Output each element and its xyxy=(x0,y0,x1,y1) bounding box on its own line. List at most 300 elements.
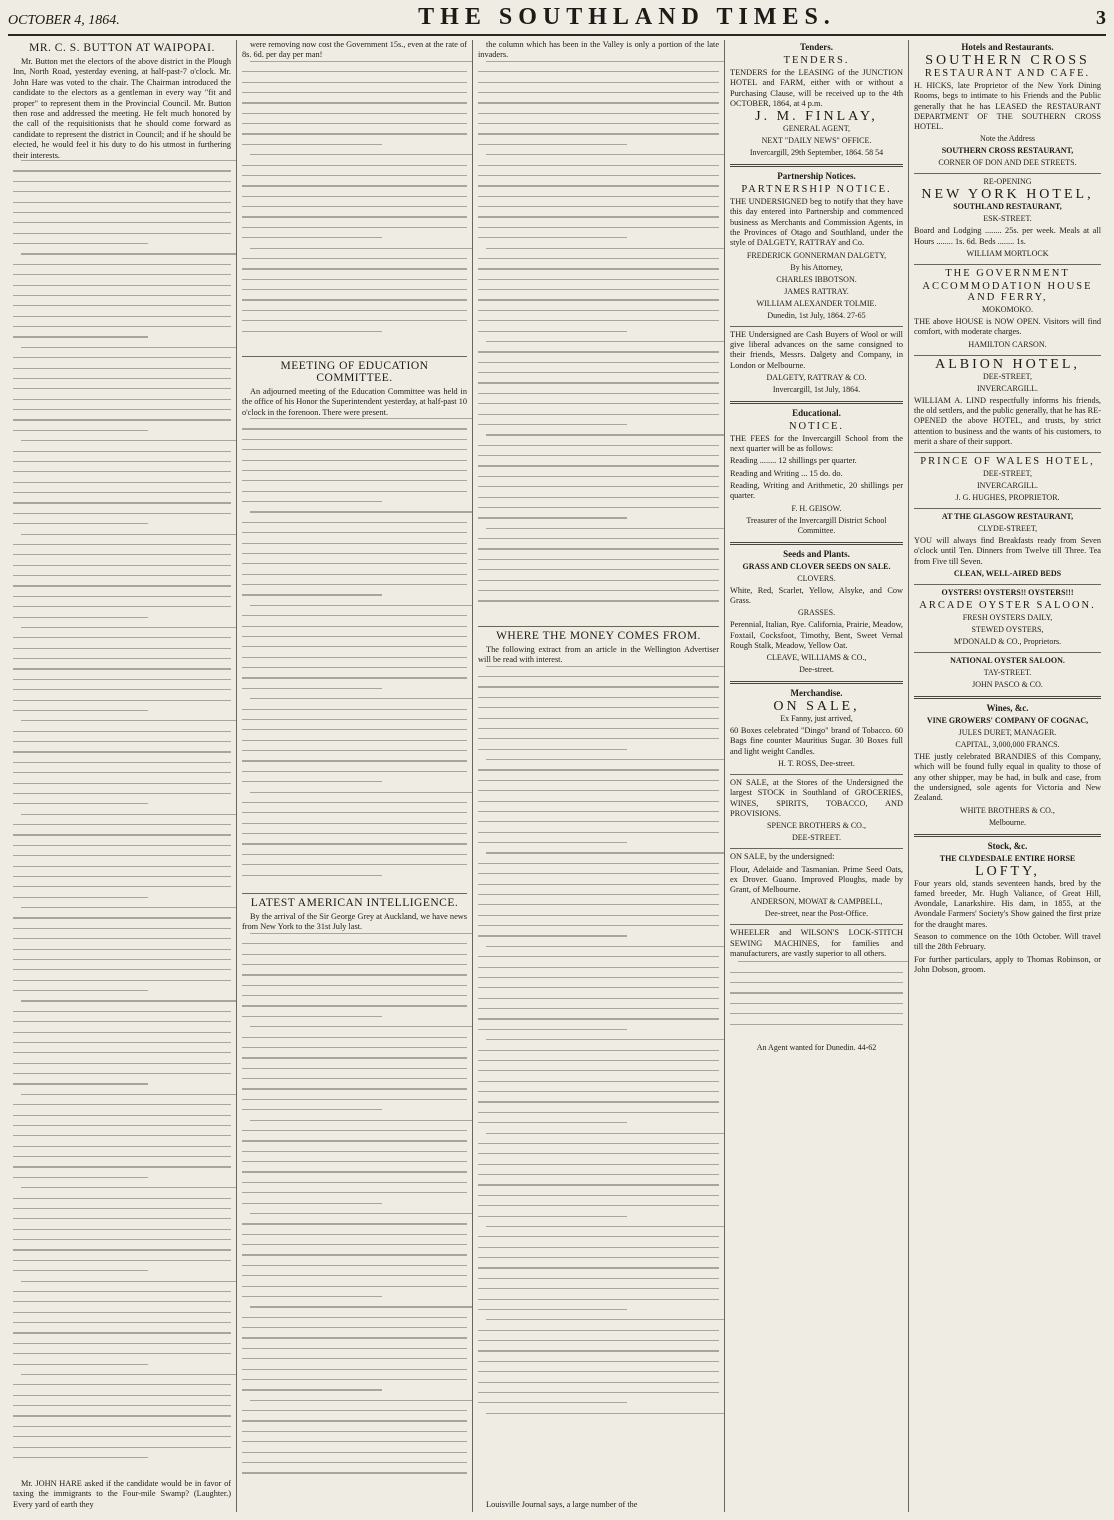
text-line xyxy=(13,1115,231,1116)
accommodation-place: MOKOMOKO. xyxy=(982,305,1033,315)
text-line xyxy=(486,946,724,947)
text-line xyxy=(242,875,382,876)
pow-town: INVERCARGILL. xyxy=(976,481,1039,491)
text-line xyxy=(13,1011,231,1012)
text-line xyxy=(478,455,719,456)
text-line xyxy=(478,967,719,968)
text-line xyxy=(13,1260,231,1261)
text-line xyxy=(250,1306,472,1307)
onsale-heading: ON SALE, xyxy=(773,699,860,715)
text-line xyxy=(478,1008,719,1009)
text-line xyxy=(478,1350,719,1351)
text-line xyxy=(242,843,467,844)
text-line xyxy=(250,792,472,793)
onsale-sub: Ex Fanny, just arrived, xyxy=(780,714,853,724)
text-line xyxy=(13,668,231,669)
text-line xyxy=(242,954,467,955)
section-partnership: Partnership Notices. xyxy=(777,171,856,182)
text-line xyxy=(478,1299,719,1300)
text-line xyxy=(478,445,719,446)
albion-town: INVERCARGILL. xyxy=(976,383,1039,393)
text-line xyxy=(242,1203,382,1204)
masthead xyxy=(8,4,1106,36)
columns xyxy=(8,40,1106,1512)
text-line xyxy=(478,1101,719,1102)
horse-name: LOFTY, xyxy=(975,863,1040,879)
text-line xyxy=(478,1330,719,1331)
text-line xyxy=(13,419,231,420)
text-line xyxy=(478,279,719,280)
text-line xyxy=(478,707,719,708)
text-line xyxy=(242,688,382,689)
text-line xyxy=(13,938,231,939)
text-line xyxy=(242,310,467,311)
text-line xyxy=(242,1389,382,1390)
text-line xyxy=(21,1000,236,1001)
text-line xyxy=(21,534,236,535)
continued-text: were removing now cost the Government 15s., even at the rate of 8s. 6d. per day per man! xyxy=(242,40,467,60)
clean-beds: CLEAN, WELL-AIRED BEDS xyxy=(953,569,1062,579)
arcade-heading: ARCADE OYSTER SALOON. xyxy=(919,600,1096,612)
text-line xyxy=(13,1042,231,1043)
text-line xyxy=(250,511,472,512)
fee-line: Reading and Writing ... 15 do. do. xyxy=(730,468,843,478)
body-text-lines xyxy=(730,961,903,1041)
text-line xyxy=(478,738,719,739)
divider xyxy=(914,264,1101,265)
proprietor-name: M'DONALD & CO., Proprietors. xyxy=(953,637,1062,647)
text-line xyxy=(13,866,231,867)
restaurant-corner: CORNER OF DON AND DEE STREETS. xyxy=(938,158,1077,168)
column-3 xyxy=(472,40,724,1512)
text-line xyxy=(478,1278,719,1279)
text-line xyxy=(242,802,467,803)
text-line xyxy=(478,1060,719,1061)
glasgow-street: CLYDE-STREET, xyxy=(977,524,1038,534)
text-line xyxy=(730,982,903,983)
treasurer-role: Treasurer of the Invercargill District School Committee. xyxy=(746,515,887,535)
text-line xyxy=(13,834,231,835)
divider xyxy=(914,173,1101,174)
text-line xyxy=(13,1415,231,1416)
text-line xyxy=(13,731,231,732)
text-line xyxy=(478,686,719,687)
text-line xyxy=(242,667,467,668)
text-line xyxy=(13,990,148,991)
text-line xyxy=(486,248,724,249)
text-line xyxy=(13,1353,231,1354)
text-line xyxy=(730,1013,903,1014)
text-line xyxy=(486,852,724,853)
text-line xyxy=(478,123,719,124)
albion-body: WILLIAM A. LIND respectfully informs his friends, the old settlers, and the public generally, that he has RE-OPENED the above HOTEL, and trusts, by strict attention to business and the wants of his customers, to merit a share of their support. xyxy=(914,395,1102,446)
text-line xyxy=(242,1037,467,1038)
text-line xyxy=(13,1426,231,1427)
text-line xyxy=(13,1457,148,1458)
text-line xyxy=(13,959,231,960)
text-line xyxy=(242,460,467,461)
text-line xyxy=(13,1332,231,1333)
text-line xyxy=(486,1133,724,1134)
text-line xyxy=(242,657,467,658)
text-line xyxy=(250,248,472,249)
text-line xyxy=(242,985,467,986)
text-line xyxy=(242,1171,467,1172)
text-line xyxy=(242,1348,467,1349)
text-line xyxy=(13,1063,231,1064)
text-line xyxy=(478,998,719,999)
text-line xyxy=(478,1029,627,1030)
column-4-ads xyxy=(724,40,908,1512)
onsale-stores: ON SALE, at the Stores of the Undersigned the largest STOCK in Southland of GROCERIES, WINES, SPIRITS, TOBACCO, AND PROVISIONS. xyxy=(730,778,903,818)
article-lead: Mr. Button met the electors of the above district in the Plough Inn, North Road, yesterday evening, at half-past-7 o'clock. Mr. John Hare was voted to the chair. The Chairman introduced the candidate to the electors as a gentleman in every way "fit and proper" to represent them in the Provincial Council. Mr. Button then rose and addressed the meeting. He felt much honored by the call of the requisitionists that he should come forward as candidate to represent the district in Council; and if he should be elected, he would feel it his duty to do his utmost in furthering their interests. xyxy=(13,57,231,160)
text-line xyxy=(738,961,908,962)
text-line xyxy=(13,285,231,286)
text-line xyxy=(478,414,719,415)
text-line xyxy=(242,449,467,450)
divider xyxy=(914,452,1101,453)
text-line xyxy=(13,876,231,877)
restaurant-heading: SOUTHERN CROSS xyxy=(925,53,1090,68)
national-street: TAY-STREET. xyxy=(983,668,1032,678)
text-line xyxy=(250,1400,472,1401)
section-hotels: Hotels and Restaurants. xyxy=(961,42,1054,52)
text-line xyxy=(13,1156,231,1157)
text-line xyxy=(478,393,719,394)
body-text-lines xyxy=(242,933,467,1493)
article-closing: Louisville Journal says, a large number of the xyxy=(486,1499,638,1509)
text-line xyxy=(478,507,719,508)
text-line xyxy=(478,1392,719,1393)
text-line xyxy=(13,336,148,337)
text-line xyxy=(478,1288,719,1289)
text-line xyxy=(13,1135,231,1136)
text-line xyxy=(13,1405,231,1406)
vine-capital: CAPITAL, 3,000,000 FRANCS. xyxy=(955,740,1060,750)
text-line xyxy=(13,855,231,856)
divider xyxy=(914,584,1101,585)
text-line xyxy=(242,563,467,564)
agent-address: NEXT "DAILY NEWS" OFFICE. xyxy=(761,136,872,146)
text-line xyxy=(478,1340,719,1341)
text-line xyxy=(486,666,724,667)
text-line xyxy=(478,821,719,822)
text-line xyxy=(478,600,719,601)
text-line xyxy=(21,160,236,161)
text-line xyxy=(13,378,231,379)
column-1 xyxy=(8,40,236,1512)
tenders-body: TENDERS for the LEASING of the JUNCTION HOTEL and FARM, either with or without a Purchasing Clause, will be received up to the 4th OCTOBER, 1864, at 4 p.m. xyxy=(730,68,903,108)
text-line xyxy=(13,928,231,929)
text-line xyxy=(13,1166,231,1167)
divider xyxy=(730,326,903,327)
text-line xyxy=(13,1032,231,1033)
text-line xyxy=(242,144,382,145)
text-line xyxy=(13,1021,231,1022)
text-line xyxy=(13,679,231,680)
text-line xyxy=(478,175,719,176)
text-line xyxy=(730,992,903,993)
glasgow-body: YOU will always find Breakfasts ready from Seven o'clock until Ten. Dinners from Twelve till Three. Tea from Five till Seven. xyxy=(914,536,1101,566)
hotel-heading: NEW YORK HOTEL, xyxy=(921,187,1094,203)
text-line xyxy=(250,933,472,934)
money-headline: WHERE THE MONEY COMES FROM. xyxy=(496,629,701,642)
text-line xyxy=(478,769,719,770)
text-line xyxy=(478,1143,719,1144)
text-line xyxy=(13,523,148,524)
text-line xyxy=(242,216,467,217)
text-line xyxy=(486,154,724,155)
buyers-firm: DALGETY, RATTRAY & CO. xyxy=(766,372,867,382)
text-line xyxy=(478,476,719,477)
text-line xyxy=(478,718,719,719)
section-wines: Wines, &c. xyxy=(986,703,1029,714)
grasses-body: Perennial, Italian, Rye. California, Prairie, Meadow, Foxtail, Cocksfoot, Timothy, Bent, Sweet Vernal Rough Stalk, Meadow, Yellow Oat. xyxy=(730,620,903,650)
text-line xyxy=(478,1018,719,1019)
text-line xyxy=(13,243,148,244)
text-line xyxy=(242,102,467,103)
text-line xyxy=(242,258,467,259)
text-line xyxy=(242,943,467,944)
intelligence-headline: LATEST AMERICAN INTELLIGENCE. xyxy=(250,897,459,910)
text-line xyxy=(13,1208,231,1209)
text-line xyxy=(242,553,467,554)
merchant-name: ANDERSON, MOWAT & CAMPBELL, xyxy=(750,897,883,907)
article-closing: Mr. JOHN HARE asked if the candidate would be in favor of taxing the immigrants to the Four-mile Swamp? (Laughter.) Every yard of earth they xyxy=(13,1478,231,1509)
text-line xyxy=(242,491,467,492)
text-line xyxy=(250,61,472,62)
merchant-address: DEE-STREET. xyxy=(792,833,841,843)
text-line xyxy=(478,320,719,321)
note-address: Note the Address xyxy=(979,134,1036,144)
text-line xyxy=(478,1195,719,1196)
proprietor-name: J. G. HUGHES, PROPRIETOR. xyxy=(955,493,1060,503)
text-line xyxy=(242,740,467,741)
continued-text: the column which has been in the Valley is only a portion of the late invaders. xyxy=(478,40,719,60)
text-line xyxy=(13,305,231,306)
text-line xyxy=(478,268,719,269)
text-line xyxy=(13,1322,231,1323)
onsale-undersigned: ON SALE, by the undersigned: xyxy=(730,852,835,862)
seed-merchant-address: Dee-street. xyxy=(799,665,834,675)
text-line xyxy=(242,1452,467,1453)
text-line xyxy=(242,1410,467,1411)
horse-body: Four years old, stands seventeen hands, bred by the famed breeder, Mr. Hugh Valiance, of Great Hill, Avondale, Lanarkshire. His dam, in 1855, at the Avondale Farmers' Society's Show gained the first prize for the draught mares. xyxy=(914,878,1101,929)
text-line xyxy=(13,502,231,503)
text-line xyxy=(13,1395,231,1396)
text-line xyxy=(478,1112,719,1113)
text-line xyxy=(478,1267,719,1268)
text-line xyxy=(242,123,467,124)
body-text-lines xyxy=(478,61,719,621)
text-line xyxy=(13,554,231,555)
text-line xyxy=(13,274,231,275)
text-line xyxy=(13,1073,231,1074)
text-line xyxy=(478,497,719,498)
text-line xyxy=(242,1140,467,1141)
text-line xyxy=(242,1047,467,1048)
sewing-machine-ad: WHEELER and WILSON'S LOCK-STITCH SEWING MACHINES, for families and manufacturers, are vastly superior to all others. xyxy=(730,928,903,958)
merchant-name: H. T. ROSS, Dee-street. xyxy=(778,759,855,769)
text-line xyxy=(478,538,719,539)
text-line xyxy=(478,382,719,383)
partner-date: Dunedin, 1st July, 1864. 27-65 xyxy=(767,310,866,320)
text-line xyxy=(478,1216,627,1217)
text-line xyxy=(13,222,231,223)
text-line xyxy=(13,897,148,898)
notice-heading: NOTICE. xyxy=(788,420,845,432)
text-line xyxy=(242,331,382,332)
seed-merchant: CLEAVE, WILLIAMS & CO., xyxy=(766,653,867,663)
text-line xyxy=(242,709,467,710)
albion-heading: ALBION HOTEL, xyxy=(935,356,1080,372)
restaurant-body: H. HICKS, late Proprietor of the New York Dining Rooms, begs to intimate to his Friends and the Public generally that he has LEASED the RESTAURANT DEPARTMENT OF THE SOUTHERN CROSS HOTEL. xyxy=(914,81,1101,132)
text-line xyxy=(478,1153,719,1154)
text-line xyxy=(478,1361,719,1362)
proprietor-name: WILLIAM MORTLOCK xyxy=(966,249,1049,259)
text-line xyxy=(478,1050,719,1051)
text-line xyxy=(13,658,231,659)
text-line xyxy=(242,1078,467,1079)
text-line xyxy=(478,1205,719,1206)
horse-heading: THE CLYDESDALE ENTIRE HORSE xyxy=(939,853,1076,863)
text-line xyxy=(478,1257,719,1258)
text-line xyxy=(242,1441,467,1442)
text-line xyxy=(478,289,719,290)
text-line xyxy=(242,1005,467,1006)
text-line xyxy=(13,648,231,649)
text-line xyxy=(13,617,148,618)
text-line xyxy=(13,212,231,213)
divider xyxy=(242,356,467,357)
text-line xyxy=(478,465,719,466)
text-line xyxy=(13,1301,231,1302)
text-line xyxy=(478,144,627,145)
text-line xyxy=(242,196,467,197)
column-2 xyxy=(236,40,472,1512)
text-line xyxy=(13,1447,231,1448)
text-line xyxy=(13,399,231,400)
text-line xyxy=(242,1068,467,1069)
text-line xyxy=(242,584,467,585)
text-line xyxy=(13,1384,231,1385)
text-line xyxy=(486,1413,724,1414)
text-line xyxy=(478,299,719,300)
merchant-name: SPENCE BROTHERS & CO., xyxy=(767,821,866,831)
text-line xyxy=(242,439,467,440)
onsale-undersigned-items: Flour, Adelaide and Tasmanian. Prime Seed Oats, ex Drover. Guano. Improved Ploughs, made by Grant, of Melbourne. xyxy=(730,864,903,895)
text-line xyxy=(486,759,724,760)
text-line xyxy=(13,264,231,265)
text-line xyxy=(730,1003,903,1004)
fee-line: Reading ........ 12 shillings per quarter. xyxy=(730,456,857,466)
text-line xyxy=(478,403,719,404)
text-line xyxy=(478,811,719,812)
albion-street: DEE-STREET, xyxy=(983,371,1032,381)
text-line xyxy=(13,1218,231,1219)
text-line xyxy=(242,92,467,93)
text-line xyxy=(478,351,719,352)
divider xyxy=(914,355,1101,356)
text-line xyxy=(13,1177,148,1178)
text-line xyxy=(242,165,467,166)
text-line xyxy=(13,575,231,576)
text-line xyxy=(21,440,236,441)
text-line xyxy=(478,863,719,864)
text-line xyxy=(478,227,719,228)
column-5-ads xyxy=(908,40,1106,1512)
text-line xyxy=(242,1161,467,1162)
clovers-heading: CLOVERS. xyxy=(797,573,836,583)
reopening-label: RE-OPENING xyxy=(983,177,1032,187)
text-line xyxy=(13,316,231,317)
horse-particulars: For further particulars, apply to Thomas Robinson, or John Dobson, groom. xyxy=(914,954,1101,974)
text-line xyxy=(242,1358,467,1359)
text-line xyxy=(478,113,719,114)
text-line xyxy=(13,1312,231,1313)
pow-heading: PRINCE OF WALES HOTEL, xyxy=(920,456,1095,468)
divider xyxy=(730,774,903,775)
section-stock: Stock, &c. xyxy=(987,840,1028,851)
text-line xyxy=(242,206,467,207)
text-line xyxy=(478,676,719,677)
notice-body: THE FEES for the Invercargill School from the next quarter will be as follows: xyxy=(730,433,903,454)
text-line xyxy=(13,1198,231,1199)
text-line xyxy=(242,71,467,72)
text-line xyxy=(242,1016,382,1017)
text-line xyxy=(478,1184,719,1185)
text-line xyxy=(478,517,627,518)
text-line xyxy=(242,1369,467,1370)
text-line xyxy=(13,202,231,203)
text-line xyxy=(478,372,719,373)
text-line xyxy=(13,461,231,462)
text-line xyxy=(478,362,719,363)
text-line xyxy=(13,1083,148,1084)
accommodation-heading: THE GOVERNMENT xyxy=(945,268,1070,280)
text-line xyxy=(242,268,467,269)
divider xyxy=(242,893,467,894)
text-line xyxy=(13,585,231,586)
text-line xyxy=(242,299,467,300)
text-line xyxy=(242,1223,467,1224)
text-line xyxy=(478,842,627,843)
restaurant-subheading: RESTAURANT AND CAFE. xyxy=(924,68,1091,79)
text-line xyxy=(478,1371,719,1372)
text-line xyxy=(478,894,719,895)
education-headline: MEETING OF EDUCATION COMMITTEE. xyxy=(280,359,429,384)
text-line xyxy=(13,689,231,690)
text-line xyxy=(486,1039,724,1040)
text-line xyxy=(478,424,627,425)
text-line xyxy=(478,1309,627,1310)
text-line xyxy=(478,832,719,833)
text-line xyxy=(13,751,231,752)
text-line xyxy=(250,698,472,699)
text-line xyxy=(13,181,231,182)
money-lead: The following extract from an article in the Wellington Advertiser will be read with interest. xyxy=(478,644,719,665)
text-line xyxy=(13,772,231,773)
text-line xyxy=(478,102,719,103)
text-line xyxy=(242,1254,467,1255)
text-line xyxy=(13,451,231,452)
text-line xyxy=(242,522,467,523)
text-line xyxy=(13,191,231,192)
text-line xyxy=(242,771,467,772)
text-line xyxy=(478,904,719,905)
text-line xyxy=(242,812,467,813)
text-line xyxy=(478,749,627,750)
